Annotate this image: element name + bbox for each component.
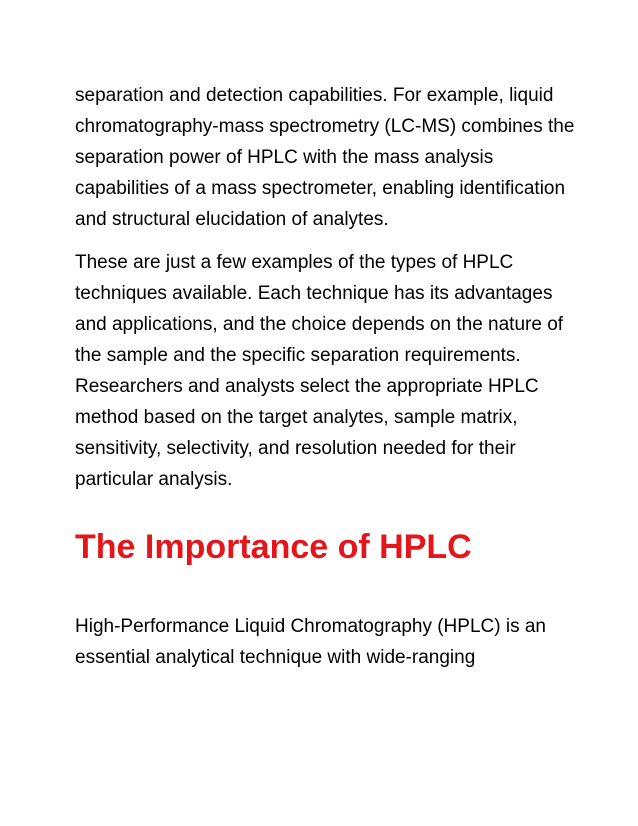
paragraph-hplc-importance: High-Performance Liquid Chromatography (HPLC) is an essential analytical technique with wide-ranging bbox=[75, 616, 546, 668]
paragraph-lc-ms: separation and detection capabilities. For example, liquid chromatography-mass spectrometry (LC-MS) combines the separation power of HPLC with the mass analysis capabilities of a mass spectrometer, enabling identification and structural elucidation of analytes. bbox=[75, 85, 575, 230]
paragraph-hplc-techniques: These are just a few examples of the types of HPLC techniques available. Each technique has its advantages and applications, and the choice depends on the nature of the sample and the specific separation requirements. Researchers and analysts select the appropriate HPLC method based on the target analytes, sample matrix, sensitivity, selectivity, and resolution needed for their particular analysis. bbox=[75, 252, 564, 490]
section-heading: The Importance of HPLC bbox=[75, 528, 472, 566]
document-body bbox=[75, 80, 575, 673]
